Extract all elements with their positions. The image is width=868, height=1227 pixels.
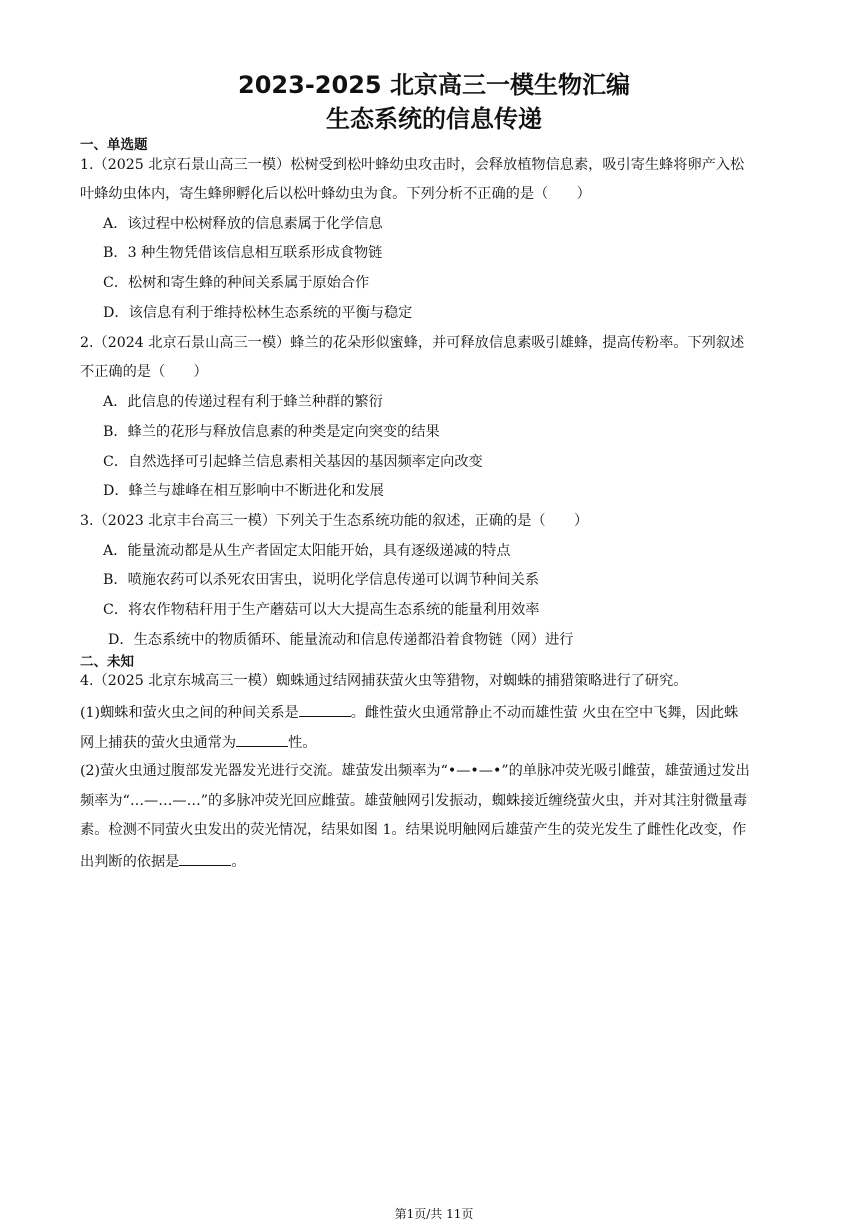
answer-blank-3[interactable] (179, 850, 231, 866)
question-4-part-1-text-c: 网上捕获的萤火虫通常为 (80, 735, 237, 751)
question-4-part-1-text-b: 。雌性萤火虫通常静止不动而雄性萤 火虫在空中飞舞，因此蛛 (350, 705, 739, 721)
question-2-option-c: C．自然选择可引起蜂兰信息素相关基因的基因频率定向改变 (103, 454, 483, 470)
question-4-part-2-text-d: 出判断的依据是 (80, 854, 180, 870)
question-4-part-1-line-1 (80, 701, 792, 723)
section-heading-unknown: 二、未知 (80, 654, 134, 670)
question-2-stem-line-2: 不正确的是（ ） (80, 364, 208, 380)
question-4-part-2-line-3: 素。检测不同萤火虫发出的荧光情况，结果如图 1。结果说明触网后雄萤产生的荧光发生了雌性化改变，作 (80, 822, 747, 838)
question-2-option-a: A．此信息的传递过程有利于蜂兰种群的繁衍 (103, 394, 383, 410)
question-4-part-1-text-a: (1)蜘蛛和萤火虫之间的种间关系是 (80, 705, 299, 721)
question-1-option-b: B．3 种生物凭借该信息相互联系形成食物链 (103, 245, 383, 261)
question-3-option-d: D．生态系统中的物质循环、能量流动和信息传递都沿着食物链（网）进行 (108, 632, 574, 648)
section-heading-single-choice: 一、单选题 (80, 137, 148, 153)
question-1-option-d: D．该信息有利于维持松林生态系统的平衡与稳定 (103, 305, 413, 321)
question-4-part-2-text-e: 。 (231, 854, 246, 870)
document-subtitle: 生态系统的信息传递 (326, 105, 542, 133)
question-4-part-2-line-4 (80, 850, 792, 872)
question-2-option-b: B．蜂兰的花形与释放信息素的种类是定向突变的结果 (103, 424, 440, 440)
question-4-part-1-text-d: 性。 (288, 735, 317, 751)
question-1-option-c: C．松树和寄生蜂的种间关系属于原始合作 (103, 275, 370, 291)
question-4-stem: 4.（2025 北京东城高三一模）蜘蛛通过结网捕获萤火虫等猎物，对蜘蛛的捕猎策略进行了研究。 (80, 673, 688, 689)
document-title: 2023-2025 北京高三一模生物汇编 (238, 71, 630, 99)
question-2-stem-line-1: 2.（2024 北京石景山高三一模）蜂兰的花朵形似蜜蜂，并可释放信息素吸引雄蜂，提高传粉率。下列叙述 (80, 335, 745, 351)
question-4-part-2-line-2: 频率为“…—…—…”的多脉冲荧光回应雌萤。雄萤触网引发振动，蜘蛛接近缠绕萤火虫，并对其注射微量毒 (80, 793, 748, 809)
question-3-option-a: A．能量流动都是从生产者固定太阳能开始，具有逐级递减的特点 (103, 543, 511, 559)
question-4-part-2-line-1: (2)萤火虫通过腹部发光器发光进行交流。雄萤发出频率为“•—•—•”的单脉冲荧光吸引雌萤，雄萤通过发出 (80, 763, 750, 779)
question-4-part-1-line-2 (80, 731, 792, 753)
question-1-stem-line-1: 1.（2025 北京石景山高三一模）松树受到松叶蜂幼虫攻击时，会释放植物信息素，吸引寄生蜂将卵产入松 (80, 157, 745, 173)
question-3-stem: 3.（2023 北京丰台高三一模）下列关于生态系统功能的叙述，正确的是（ ） (80, 513, 589, 529)
question-3-option-b: B．喷施农药可以杀死农田害虫，说明化学信息传递可以调节种间关系 (103, 572, 540, 588)
answer-blank-1[interactable] (299, 701, 351, 717)
page-footer: 第1页/共 11页 (394, 1207, 474, 1221)
answer-blank-2[interactable] (236, 731, 288, 747)
question-3-option-c: C．将农作物秸秆用于生产蘑菇可以大大提高生态系统的能量利用效率 (103, 602, 540, 618)
question-1-option-a: A．该过程中松树释放的信息素属于化学信息 (103, 216, 383, 232)
question-1-stem-line-2: 叶蜂幼虫体内，寄生蜂卵孵化后以松叶蜂幼虫为食。下列分析不正确的是（ ） (80, 186, 591, 202)
question-2-option-d: D．蜂兰与雄峰在相互影响中不断进化和发展 (103, 483, 384, 499)
